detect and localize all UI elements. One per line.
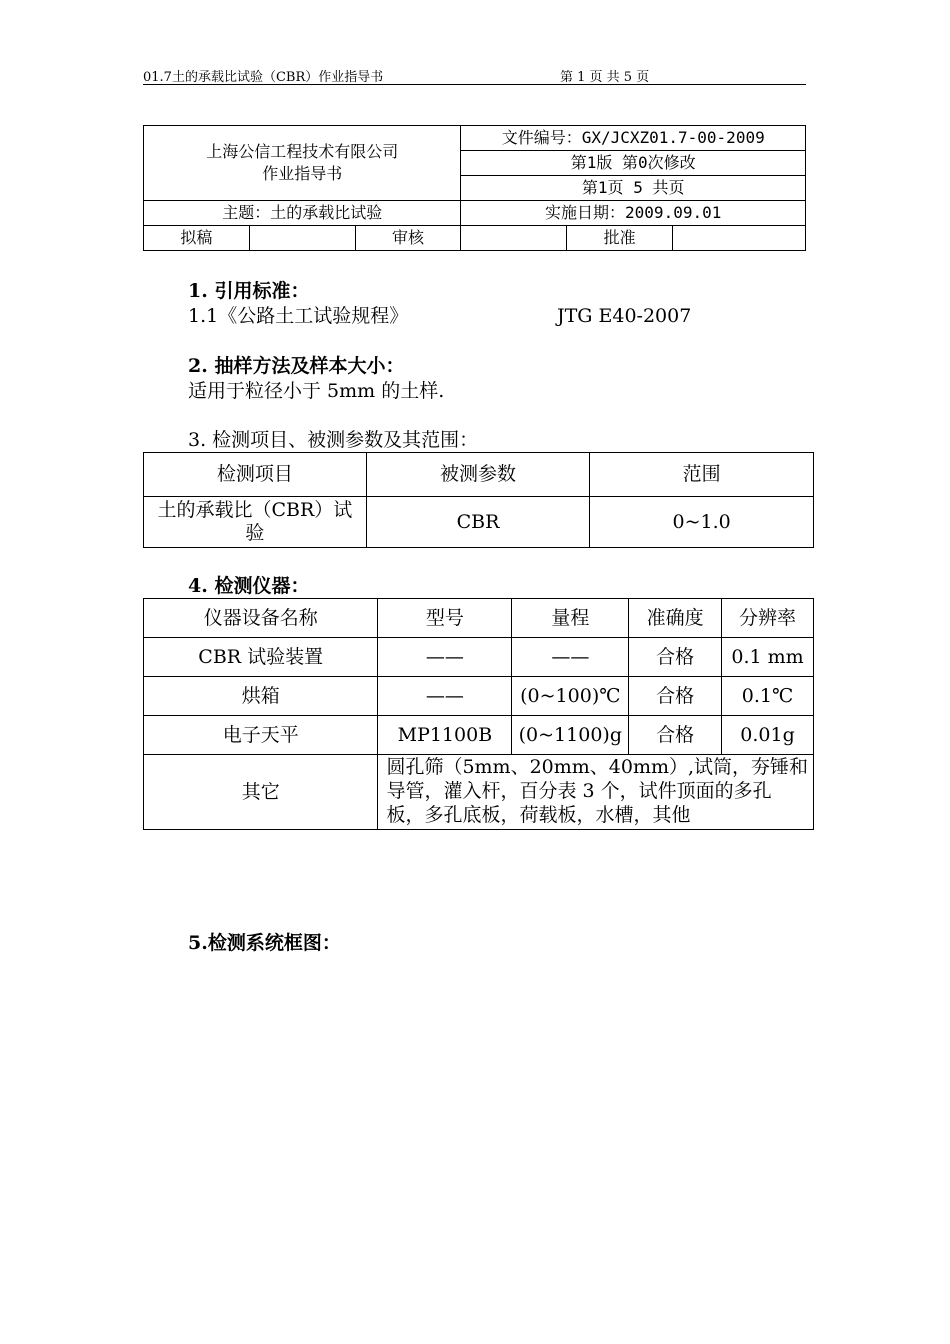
doc-type: 作业指导书 — [262, 164, 343, 183]
t4-cell: —— — [378, 638, 512, 677]
draft-value — [249, 226, 355, 251]
draft-label: 拟稿 — [144, 226, 250, 251]
page-count: 第1页 5 共页 — [461, 176, 806, 201]
t3-cell-range: 0~1.0 — [590, 497, 814, 548]
doc-header-page: 第 1 页 共 5 页 — [560, 70, 650, 85]
t3-cell-item: 土的承载比（CBR）试验 — [144, 497, 367, 548]
t4-cell: 合格 — [629, 677, 722, 716]
t4-cell: 电子天平 — [144, 716, 378, 755]
document-info-table — [143, 125, 806, 251]
t4-cell: MP1100B — [378, 716, 512, 755]
section-1-code: JTG E40-2007 — [557, 305, 692, 327]
t4-cell: 0.01g — [722, 716, 814, 755]
review-value — [461, 226, 567, 251]
table-row — [144, 677, 814, 716]
t4-header-range: 量程 — [512, 599, 629, 638]
t3-cell-param: CBR — [366, 497, 590, 548]
table-row — [144, 716, 814, 755]
test-items-table — [143, 452, 814, 548]
section-2-text: 适用于粒径小于 5mm 的土样. — [188, 380, 445, 402]
t4-cell: 烘箱 — [144, 677, 378, 716]
t4-other-label: 其它 — [144, 755, 378, 830]
section-3-title: 3. 检测项目、被测参数及其范围： — [188, 429, 479, 451]
t4-cell: (0~1100)g — [512, 716, 629, 755]
file-number: 文件编号：GX/JCXZ01.7-00-2009 — [461, 126, 806, 151]
t4-cell: CBR 试验装置 — [144, 638, 378, 677]
t4-cell: 0.1℃ — [722, 677, 814, 716]
t4-other-text: 圆孔筛（5mm、20mm、40mm）,试筒，夯锤和导管，灌入杆，百分表 3 个，试件顶面的多孔板，多孔底板，荷载板，水槽，其他 — [378, 755, 814, 830]
table-row — [144, 638, 814, 677]
t4-cell: (0~100)℃ — [512, 677, 629, 716]
approve-value — [673, 226, 806, 251]
instrument-table — [143, 598, 814, 830]
table-row — [144, 755, 814, 830]
section-1-title: 1. 引用标准： — [188, 280, 310, 302]
section-4-title: 4. 检测仪器： — [188, 575, 310, 597]
version-info: 第1版 第0次修改 — [461, 151, 806, 176]
subject-cell: 主题：土的承载比试验 — [144, 201, 461, 226]
t4-header-name: 仪器设备名称 — [144, 599, 378, 638]
review-label: 审核 — [355, 226, 461, 251]
company-cell — [144, 126, 461, 201]
t4-cell: 合格 — [629, 716, 722, 755]
effective-date: 实施日期：2009.09.01 — [461, 201, 806, 226]
company-name: 上海公信工程技术有限公司 — [206, 142, 399, 161]
section-5-title: 5.检测系统框图： — [188, 932, 341, 954]
t4-cell: —— — [512, 638, 629, 677]
section-2-title: 2. 抽样方法及样本大小： — [188, 355, 405, 377]
t3-header-param: 被测参数 — [366, 453, 590, 497]
t4-header-model: 型号 — [378, 599, 512, 638]
t3-header-range: 范围 — [590, 453, 814, 497]
t3-header-item: 检测项目 — [144, 453, 367, 497]
t4-header-resolution: 分辨率 — [722, 599, 814, 638]
t4-cell: 合格 — [629, 638, 722, 677]
t4-header-accuracy: 准确度 — [629, 599, 722, 638]
header-rule — [143, 84, 806, 85]
section-1-item: 1.1《公路土工试验规程》 — [188, 305, 409, 327]
t4-cell: 0.1 mm — [722, 638, 814, 677]
t4-cell: —— — [378, 677, 512, 716]
doc-header-title: 01.7土的承载比试验（CBR）作业指导书 — [143, 70, 384, 85]
approve-label: 批准 — [567, 226, 673, 251]
